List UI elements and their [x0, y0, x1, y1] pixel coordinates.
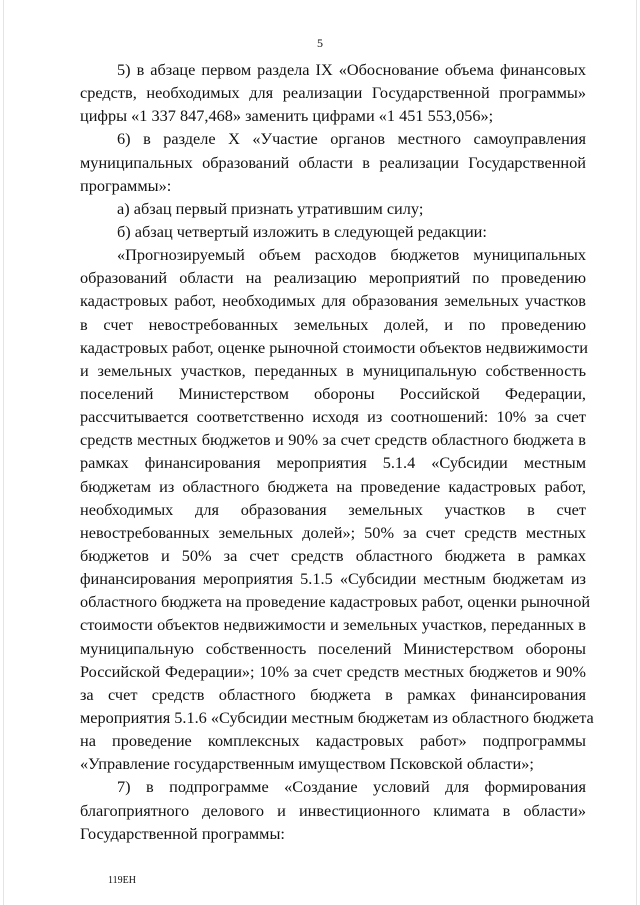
text-line: средств местных бюджетов и 90% за счет средств областного бюджета в	[80, 430, 586, 450]
text-line: муниципальную собственность поселений Министерством обороны	[80, 638, 586, 658]
text-line: кадастровых работ, оценке рыночной стоимости объектов недвижимости	[80, 337, 588, 357]
text-line: рамках финансирования мероприятия 5.1.4 «Субсидии местным	[80, 453, 586, 473]
text-line: бюджетам из областного бюджета на проведение кадастровых работ,	[80, 476, 586, 496]
text-line: мероприятия 5.1.6 «Субсидии местным бюджетам из областного бюджета	[80, 707, 594, 727]
text-line: бюджетов и 50% за счет средств областного бюджета в рамках	[80, 545, 586, 565]
text-line: средств, необходимых для реализации Государственной программы»	[80, 83, 586, 103]
text-line: 5) в абзаце первом раздела IX «Обоснование объема финансовых	[117, 60, 586, 79]
text-line: областного бюджета на проведение кадастровых работ, оценки рыночной	[80, 592, 591, 612]
footer-code: 119ЕН	[108, 875, 136, 886]
text-line: в счет невостребованных земельных долей, и по проведению	[80, 314, 586, 334]
text-line: финансирования мероприятия 5.1.5 «Субсидии местным бюджетам из	[80, 569, 586, 589]
text-line: стоимости объектов недвижимости и земельных участков, переданных в	[80, 615, 586, 635]
text-line: Государственной программы:	[80, 823, 285, 843]
text-line: на проведение комплексных кадастровых работ» подпрограммы	[80, 731, 586, 751]
text-line: поселений Министерством обороны Российской Федерации,	[80, 383, 586, 403]
text-line: образований области на реализацию мероприятий по проведению	[80, 268, 586, 288]
text-line: за счет средств областного бюджета в рамках финансирования	[80, 684, 586, 704]
text-line: 6) в разделе X «Участие органов местного самоуправления	[117, 129, 586, 149]
page-number: 5	[317, 36, 323, 50]
text-line: кадастровых работ, необходимых для образования земельных участков	[80, 291, 586, 311]
text-line: благоприятного делового и инвестиционного климата в области»	[80, 800, 586, 820]
document-body	[80, 58, 594, 845]
text-line: программы»:	[80, 175, 172, 195]
text-line: б) абзац четвертый изложить в следующей редакции:	[117, 221, 487, 241]
text-line: и земельных участков, переданных в муниципальную собственность	[80, 360, 586, 380]
text-line: а) абзац первый признать утратившим силу;	[117, 198, 424, 218]
text-line: «Управление государственным имуществом Псковской области»;	[80, 754, 534, 774]
text-line: невостребованных земельных долей»; 50% за счет средств местных	[80, 522, 586, 542]
text-line: Российской Федерации»; 10% за счет средств местных бюджетов и 90%	[80, 661, 586, 681]
text-line: муниципальных образований области в реализации Государственной	[80, 152, 586, 172]
text-line: цифры «1 337 847,468» заменить цифрами «1 451 553,056»;	[80, 106, 494, 126]
text-line: рассчитывается соответственно исходя из соотношений: 10% за счет	[80, 407, 586, 427]
text-line: 7) в подпрограмме «Создание условий для формирования	[117, 777, 586, 797]
text-line: «Прогнозируемый объем расходов бюджетов муниципальных	[117, 245, 586, 265]
scan-edge-left	[3, 0, 4, 905]
text-line: необходимых для образования земельных участков в счет	[80, 499, 586, 519]
scan-edge-right	[636, 0, 637, 905]
